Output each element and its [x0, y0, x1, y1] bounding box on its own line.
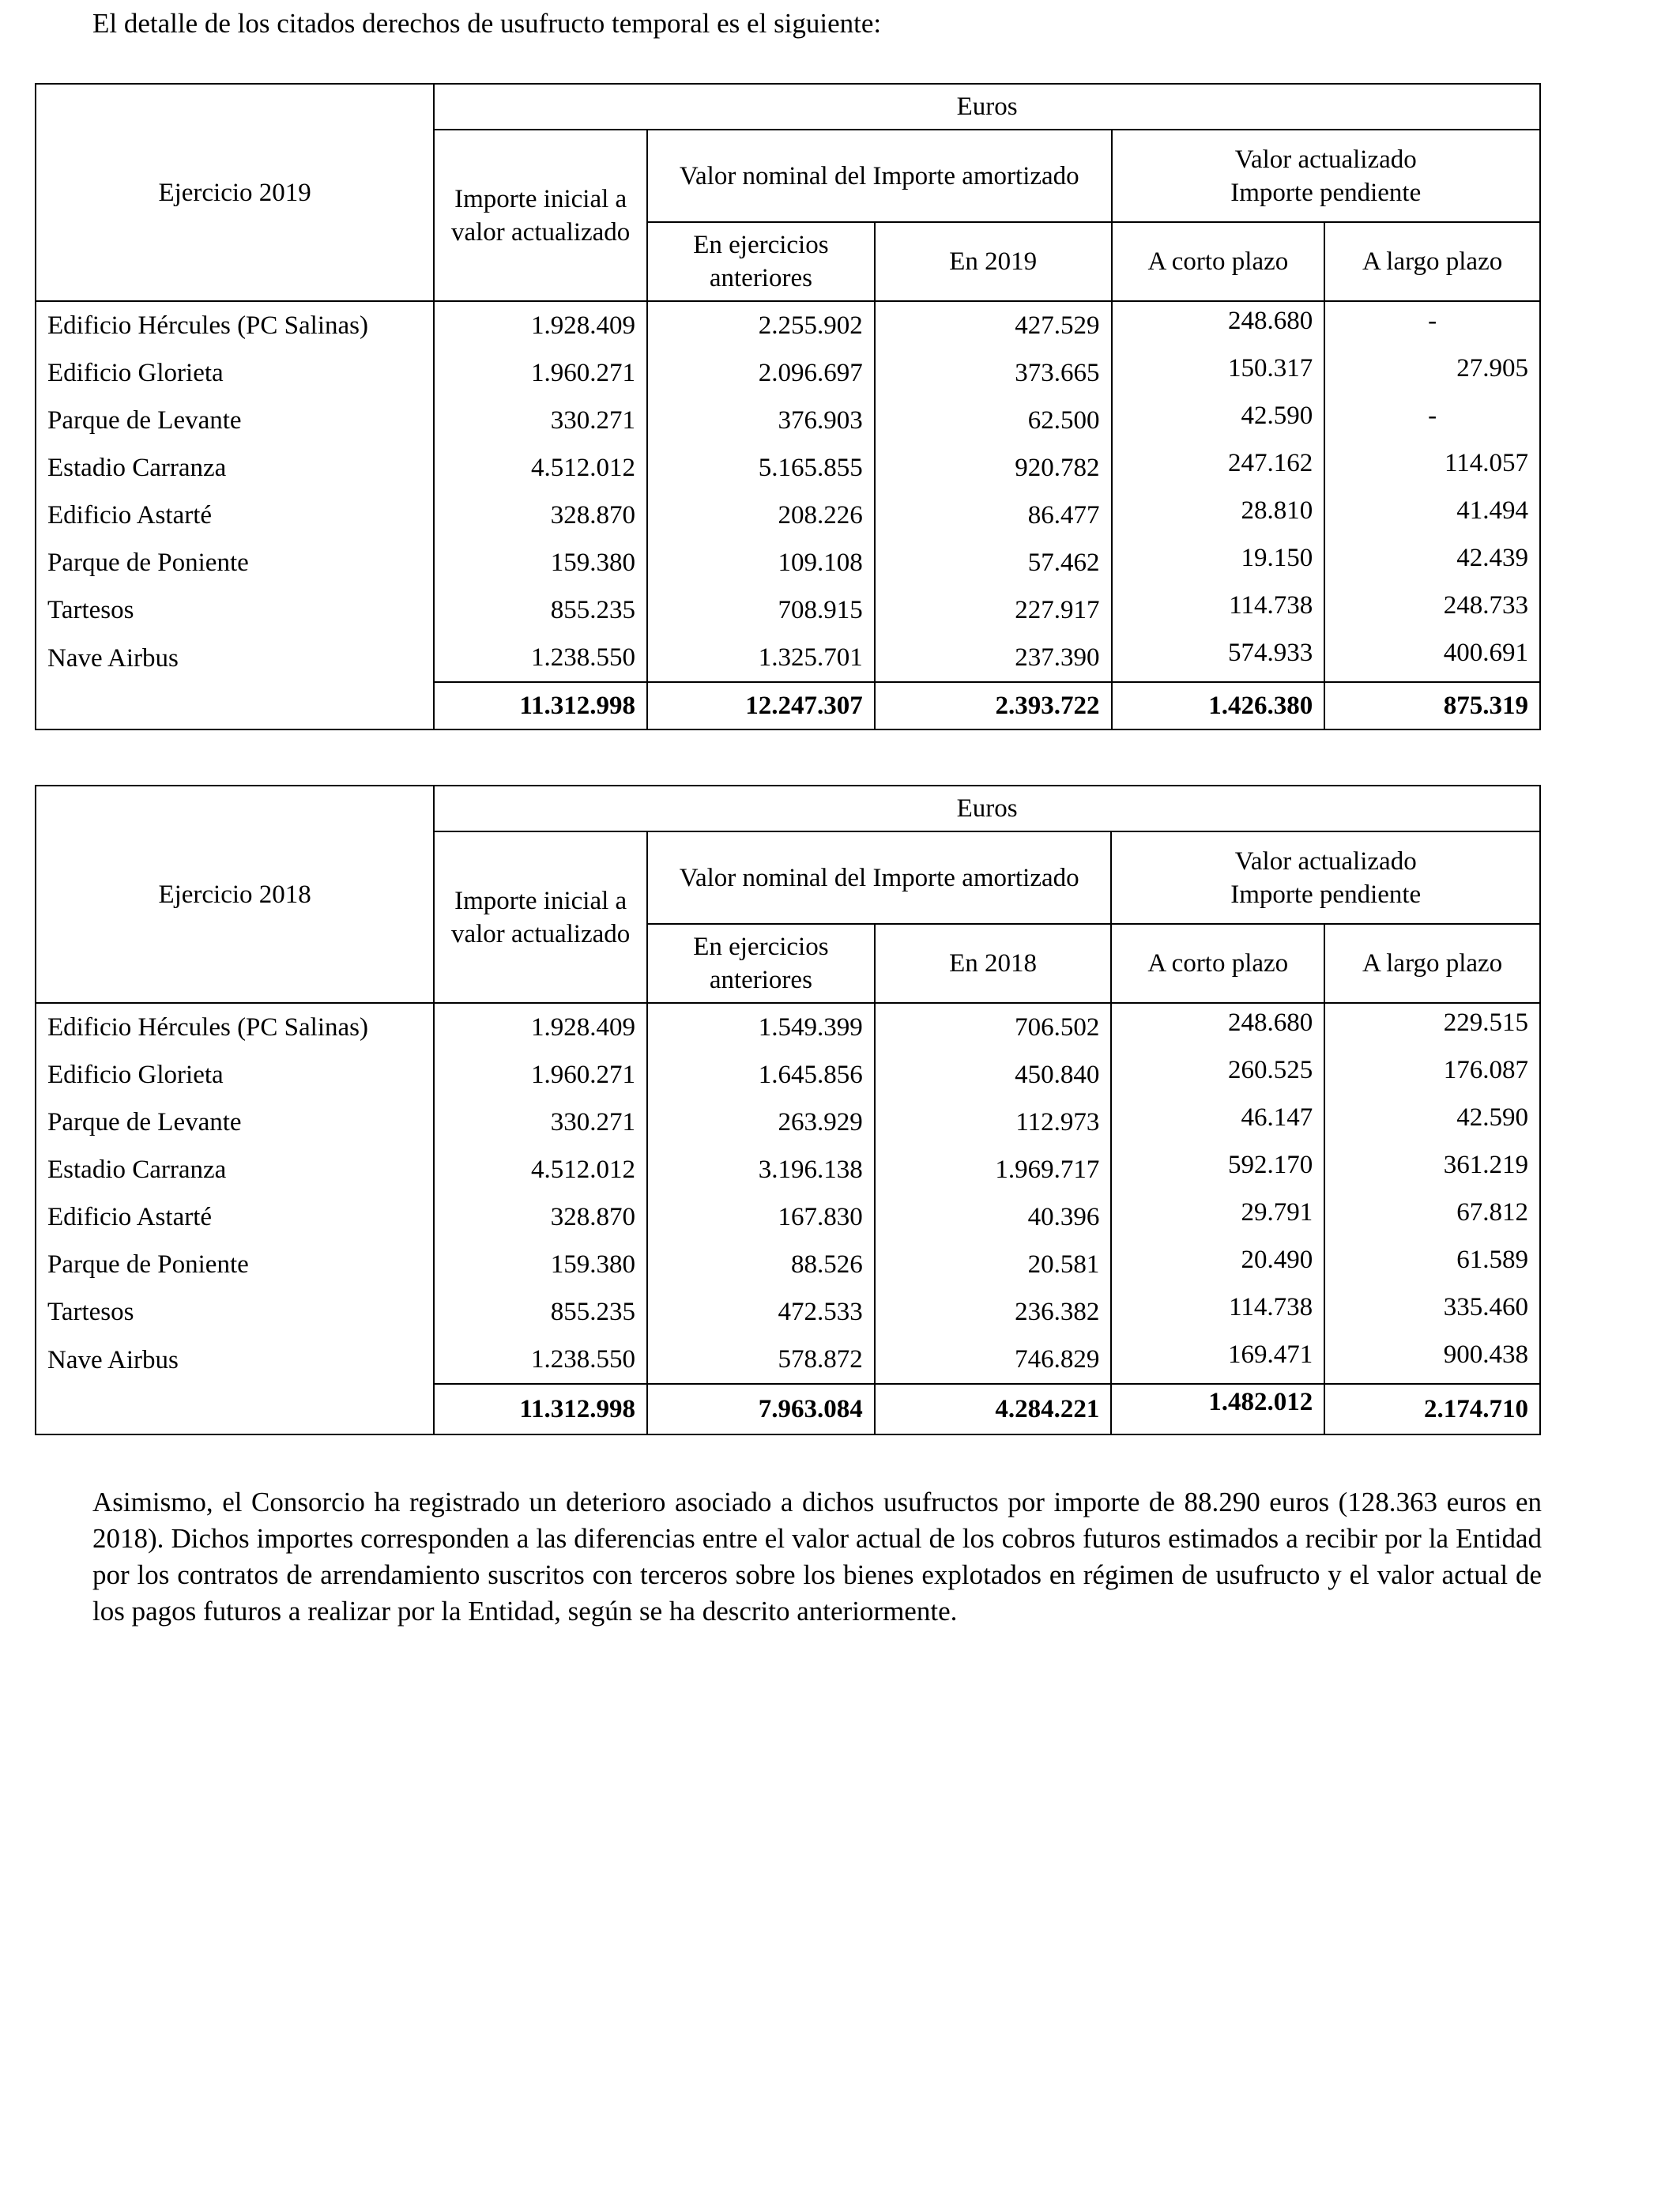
cell-year: 62.500: [875, 397, 1112, 444]
cell-year: 20.581: [875, 1241, 1112, 1288]
header-corto-plazo: A corto plazo: [1112, 222, 1325, 301]
cell-largo: 400.691: [1324, 634, 1540, 682]
cell-corto: 248.680: [1112, 301, 1325, 349]
table-row: [36, 1146, 1540, 1193]
total-anteriores: 7.963.084: [647, 1384, 875, 1434]
table-row: [36, 444, 1540, 492]
cell-inicial: 1.238.550: [434, 1336, 647, 1384]
header-largo-plazo: A largo plazo: [1324, 222, 1540, 301]
usufructo-table-2018: [35, 785, 1541, 1435]
cell-year: 57.462: [875, 539, 1112, 586]
cell-corto: 260.525: [1111, 1051, 1324, 1099]
cell-anteriores: 208.226: [647, 492, 875, 539]
cell-inicial: 855.235: [434, 586, 647, 634]
header-valor-nominal: Valor nominal del Importe amortizado: [647, 831, 1111, 924]
cell-corto: 114.738: [1112, 586, 1325, 634]
cell-year: 746.829: [875, 1336, 1112, 1384]
row-label: Parque de Levante: [36, 397, 434, 444]
cell-corto: 574.933: [1112, 634, 1325, 682]
cell-inicial: 328.870: [434, 1193, 647, 1241]
cell-inicial: 4.512.012: [434, 444, 647, 492]
header-euros: Euros: [434, 786, 1540, 831]
row-label: Nave Airbus: [36, 634, 434, 682]
header-importe-inicial: Importe inicial a valor actualizado: [434, 831, 647, 1003]
cell-inicial: 1.928.409: [434, 301, 647, 349]
header-ejercicio: Ejercicio 2019: [36, 84, 434, 301]
cell-largo: 114.057: [1324, 444, 1540, 492]
table-row: [36, 1051, 1540, 1099]
cell-inicial: 328.870: [434, 492, 647, 539]
cell-largo: 248.733: [1324, 586, 1540, 634]
total-year: 2.393.722: [875, 682, 1112, 729]
row-label: Parque de Poniente: [36, 1241, 434, 1288]
cell-inicial: 1.928.409: [434, 1003, 647, 1051]
table-row: [36, 586, 1540, 634]
table-row: [36, 1241, 1540, 1288]
totals-row: [36, 1384, 1540, 1434]
cell-corto: 247.162: [1112, 444, 1325, 492]
usufructo-table-2019: [35, 83, 1541, 730]
cell-inicial: 330.271: [434, 397, 647, 444]
row-label: Edificio Glorieta: [36, 349, 434, 397]
cell-inicial: 330.271: [434, 1099, 647, 1146]
cell-year: 706.502: [875, 1003, 1112, 1051]
cell-corto: 248.680: [1111, 1003, 1324, 1051]
cell-largo: 27.905: [1324, 349, 1540, 397]
cell-inicial: 4.512.012: [434, 1146, 647, 1193]
cell-anteriores: 1.645.856: [647, 1051, 875, 1099]
header-valor-actualizado-line1: Valor actualizado: [1234, 846, 1417, 876]
table-row: [36, 1003, 1540, 1051]
cell-corto: 150.317: [1112, 349, 1325, 397]
totals-blank: [36, 1384, 434, 1434]
row-label: Nave Airbus: [36, 1336, 434, 1384]
row-label: Edificio Hércules (PC Salinas): [36, 301, 434, 349]
cell-largo: 361.219: [1324, 1146, 1540, 1193]
header-valor-actualizado: [1112, 130, 1541, 222]
cell-largo: -: [1324, 397, 1540, 444]
totals-blank: [36, 682, 434, 729]
cell-year: 40.396: [875, 1193, 1112, 1241]
header-largo-plazo: A largo plazo: [1324, 924, 1540, 1003]
total-largo: 2.174.710: [1324, 1384, 1540, 1434]
table-row: [36, 1193, 1540, 1241]
header-en-year: En 2019: [875, 222, 1112, 301]
header-valor-actualizado-line1: Valor actualizado: [1234, 145, 1417, 174]
cell-year: 236.382: [875, 1288, 1112, 1336]
cell-corto: 169.471: [1111, 1336, 1324, 1384]
row-label: Tartesos: [36, 586, 434, 634]
totals-row: [36, 682, 1540, 729]
total-inicial: 11.312.998: [434, 1384, 647, 1434]
total-year: 4.284.221: [875, 1384, 1112, 1434]
cell-year: 86.477: [875, 492, 1112, 539]
header-valor-actualizado: [1111, 831, 1540, 924]
cell-inicial: 1.960.271: [434, 349, 647, 397]
cell-anteriores: 578.872: [647, 1336, 875, 1384]
header-en-year: En 2018: [875, 924, 1112, 1003]
row-label: Edificio Astarté: [36, 492, 434, 539]
total-inicial: 11.312.998: [434, 682, 647, 729]
header-corto-plazo: A corto plazo: [1111, 924, 1324, 1003]
table-row: [36, 1336, 1540, 1384]
table-row: [36, 349, 1540, 397]
header-valor-nominal: Valor nominal del Importe amortizado: [647, 130, 1111, 222]
cell-largo: 229.515: [1324, 1003, 1540, 1051]
closing-paragraph: Asimismo, el Consorcio ha registrado un deterioro asociado a dichos usufructos por importe de 88.290 euros (128.363 euros en 2018). Dichos importes corresponden a las diferencias entre el valor actual de los cobros futuros estimados a recibir por la Entidad por los contratos de arrendamiento suscritos con terceros sobre los bienes explotados en régimen de usufructo y el valor actual de los pagos futuros a realizar por la Entidad, según se ha descrito anteriormente.: [92, 1487, 1542, 1627]
cell-anteriores: 88.526: [647, 1241, 875, 1288]
cell-year: 920.782: [875, 444, 1112, 492]
cell-corto: 114.738: [1111, 1288, 1324, 1336]
cell-anteriores: 109.108: [647, 539, 875, 586]
table-row: [36, 301, 1540, 349]
cell-year: 237.390: [875, 634, 1112, 682]
header-euros: Euros: [434, 84, 1540, 130]
cell-largo: 67.812: [1324, 1193, 1540, 1241]
table-row: [36, 1288, 1540, 1336]
cell-anteriores: 2.096.697: [647, 349, 875, 397]
cell-largo: 176.087: [1324, 1051, 1540, 1099]
cell-anteriores: 1.549.399: [647, 1003, 875, 1051]
cell-year: 112.973: [875, 1099, 1112, 1146]
table-row: [36, 539, 1540, 586]
table-row: [36, 1099, 1540, 1146]
table-row: [36, 397, 1540, 444]
header-ejercicio: Ejercicio 2018: [36, 786, 434, 1003]
header-valor-actualizado-line2: Importe pendiente: [1230, 880, 1422, 909]
cell-year: 373.665: [875, 349, 1112, 397]
cell-anteriores: 5.165.855: [647, 444, 875, 492]
cell-inicial: 1.960.271: [434, 1051, 647, 1099]
cell-corto: 20.490: [1111, 1241, 1324, 1288]
cell-inicial: 1.238.550: [434, 634, 647, 682]
cell-anteriores: 1.325.701: [647, 634, 875, 682]
cell-corto: 19.150: [1112, 539, 1325, 586]
row-label: Edificio Hércules (PC Salinas): [36, 1003, 434, 1051]
cell-year: 227.917: [875, 586, 1112, 634]
row-label: Estadio Carranza: [36, 1146, 434, 1193]
cell-year: 1.969.717: [875, 1146, 1112, 1193]
cell-largo: 42.439: [1324, 539, 1540, 586]
cell-anteriores: 472.533: [647, 1288, 875, 1336]
cell-largo: 900.438: [1324, 1336, 1540, 1384]
cell-corto: 42.590: [1112, 397, 1325, 444]
cell-year: 450.840: [875, 1051, 1112, 1099]
row-label: Edificio Glorieta: [36, 1051, 434, 1099]
cell-anteriores: 376.903: [647, 397, 875, 444]
cell-year: 427.529: [875, 301, 1112, 349]
row-label: Tartesos: [36, 1288, 434, 1336]
header-ejercicios-anteriores: En ejercicios anteriores: [647, 222, 875, 301]
row-label: Estadio Carranza: [36, 444, 434, 492]
cell-inicial: 855.235: [434, 1288, 647, 1336]
cell-largo: 41.494: [1324, 492, 1540, 539]
intro-paragraph: El detalle de los citados derechos de usufructo temporal es el siguiente:: [92, 8, 882, 39]
cell-corto: 28.810: [1112, 492, 1325, 539]
total-anteriores: 12.247.307: [647, 682, 875, 729]
cell-largo: 42.590: [1324, 1099, 1540, 1146]
cell-anteriores: 3.196.138: [647, 1146, 875, 1193]
cell-anteriores: 263.929: [647, 1099, 875, 1146]
header-importe-inicial: Importe inicial a valor actualizado: [434, 130, 647, 301]
header-valor-actualizado-line2: Importe pendiente: [1230, 178, 1422, 207]
cell-corto: 29.791: [1111, 1193, 1324, 1241]
row-label: Parque de Poniente: [36, 539, 434, 586]
cell-corto: 592.170: [1111, 1146, 1324, 1193]
cell-anteriores: 2.255.902: [647, 301, 875, 349]
cell-anteriores: 708.915: [647, 586, 875, 634]
cell-corto: 46.147: [1111, 1099, 1324, 1146]
row-label: Parque de Levante: [36, 1099, 434, 1146]
cell-inicial: 159.380: [434, 539, 647, 586]
cell-largo: -: [1324, 301, 1540, 349]
table-row: [36, 634, 1540, 682]
cell-largo: 335.460: [1324, 1288, 1540, 1336]
total-corto: 1.426.380: [1112, 682, 1325, 729]
row-label: Edificio Astarté: [36, 1193, 434, 1241]
total-largo: 875.319: [1324, 682, 1540, 729]
table-row: [36, 492, 1540, 539]
cell-anteriores: 167.830: [647, 1193, 875, 1241]
cell-largo: 61.589: [1324, 1241, 1540, 1288]
header-ejercicios-anteriores: En ejercicios anteriores: [647, 924, 875, 1003]
total-corto: 1.482.012: [1111, 1384, 1324, 1434]
cell-inicial: 159.380: [434, 1241, 647, 1288]
